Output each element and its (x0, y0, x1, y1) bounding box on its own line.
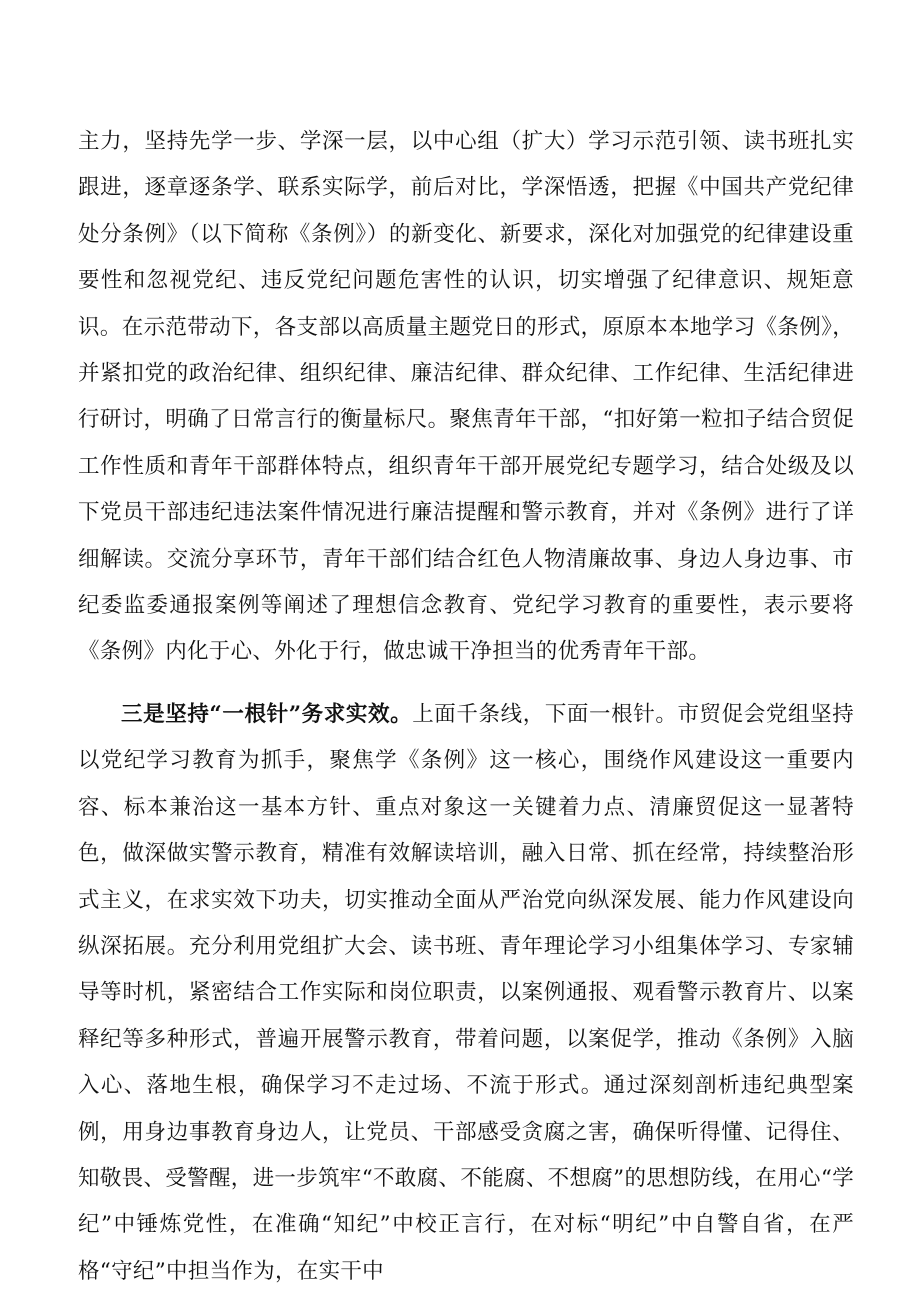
document-body (78, 119, 854, 1295)
paragraph-2-text: 上面千条线，下面一根针。市贸促会党组坚持以党纪学习教育为抓手，聚焦学《条例》这一核心，围绕作风建设这一重要内容、标本兼治这一基本方针、重点对象这一关键着力点、清廉贸促这一显著特色，做深做实警示教育，精准有效解读培训，融入日常、抓在经常，持续整治形式主义，在求实效下功夫，切实推动全面从严治党向纵深发展、能力作风建设向纵深拓展。充分利用党组扩大会、读书班、青年理论学习小组集体学习、专家辅导等时机，紧密结合工作实际和岗位职责，以案例通报、观看警示教育片、以案释纪等多种形式，普遍开展警示教育，带着问题，以案促学，推动《条例》入脑入心、落地生根，确保学习不走过场、不流于形式。通过深刻剖析违纪典型案例，用身边事教育身边人，让党员、干部感受贪腐之害，确保听得懂、记得住、知敬畏、受警醒，进一步筑牢“不敢腐、不能腐、不想腐”的思想防线，在用心“学纪”中锤炼党性，在准确“知纪”中校正言行，在对标“明纪”中自警自省，在严格“守纪”中担当作为，在实干中 (78, 701, 854, 1284)
paragraph-1-text: 主力，坚持先学一步、学深一层，以中心组（扩大）学习示范引领、读书班扎实跟进，逐章逐条学、联系实际学，前后对比，学深悟透，把握《中国共产党纪律处分条例》（以下简称《条例》）的新变化、新要求，深化对加强党的纪律建设重要性和忽视党纪、违反党纪问题危害性的认识，切实增强了纪律意识、规矩意识。在示范带动下，各支部以高质量主题党日的形式，原原本本地学习《条例》，并紧扣党的政治纪律、组织纪律、廉洁纪律、群众纪律、工作纪律、生活纪律进行研讨，明确了日常言行的衡量标尺。聚焦青年干部，“扣好第一粒扣子结合贸促工作性质和青年干部群体特点，组织青年干部开展党纪专题学习，结合处级及以下党员干部违纪违法案件情况进行廉洁提醒和警示教育，并对《条例》进行了详细解读。交流分享环节，青年干部们结合红色人物清廉故事、身边人身边事、市纪委监委通报案例等阐述了理想信念教育、党纪学习教育的重要性，表示要将《条例》内化于心、外化于行，做忠诚干净担当的优秀青年干部。 (78, 129, 854, 665)
paragraph-2 (78, 692, 854, 1295)
paragraph-2-heading: 三是坚持“一根针”务求实效。 (121, 701, 413, 727)
paragraph-1 (78, 119, 854, 676)
